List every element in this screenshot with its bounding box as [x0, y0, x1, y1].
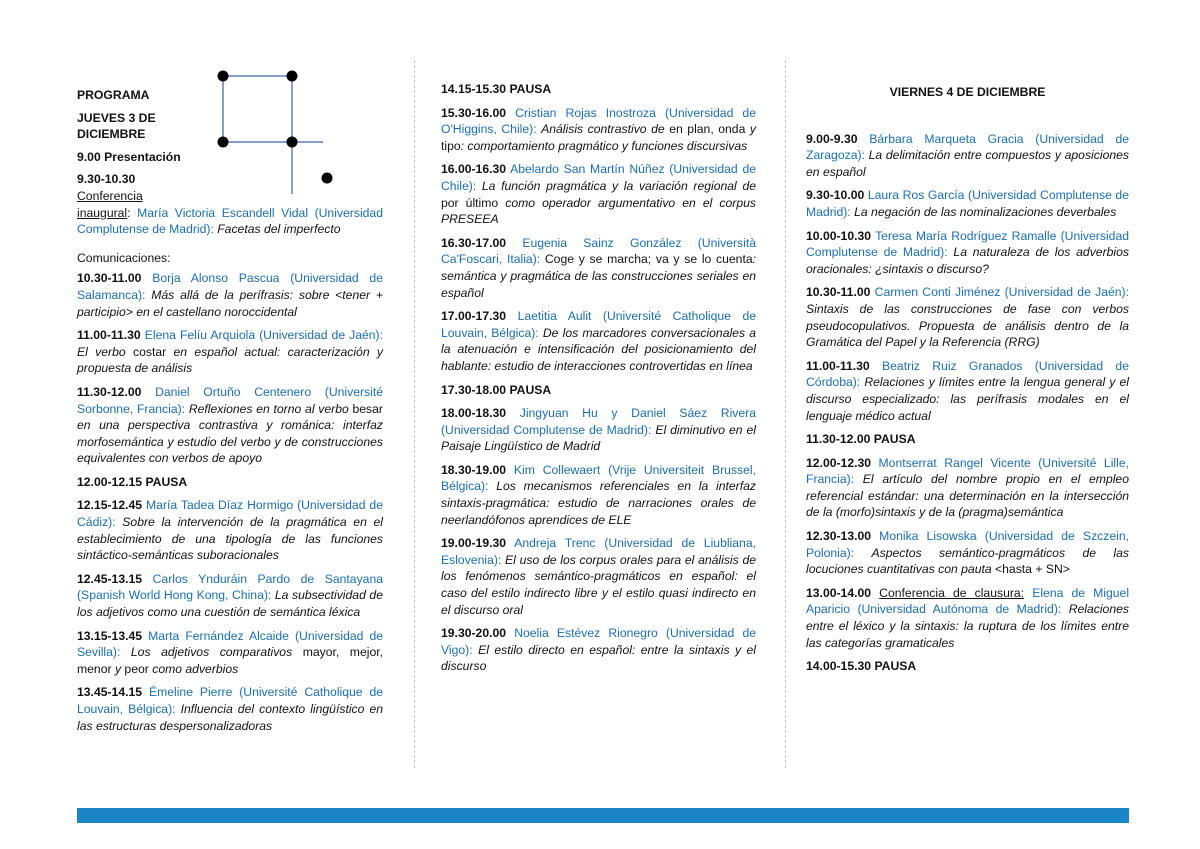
friday-column: [806, 81, 1129, 682]
program-entry: [77, 684, 383, 734]
entry-title-term: <hasta + SN>: [995, 562, 1070, 577]
entry-title-term: por último: [441, 195, 499, 210]
entry-time: 12.30-13.00: [806, 529, 872, 544]
entry-title: Los adjetivos comparativos: [130, 645, 293, 660]
entry-time: 18.30-19.00: [441, 462, 507, 477]
entry-speaker: Borja Alonso Pascua (Universidad de Salamanca):: [77, 271, 383, 302]
entry-speaker: Carlos Ynduráin Pardo de Santayana (Spanish World Hong Kong, China):: [77, 571, 383, 603]
entry-title: Análisis contrastivo de: [541, 122, 665, 137]
program-entry: [441, 405, 756, 455]
entry-speaker: Laetitia Aulit (Université Catholique de Louvain, Bélgica):: [441, 309, 757, 340]
break-row: 12.00-12.15 PAUSA: [77, 474, 188, 489]
break-row: 17.30-18.00 PAUSA: [441, 382, 552, 397]
entry-title: Relaciones entre el léxico y la sintaxis: la ruptura de los límites entre las categorías gramaticales: [806, 602, 1129, 650]
entry-time: 9.30-10.30: [77, 172, 136, 187]
entry-time: 13.15-13.45: [77, 628, 143, 643]
entry-speaker: Montserrat Rangel Vicente (Université Lille, Francia):: [806, 455, 1129, 487]
entry-title: : semántica y pragmática de las construcciones seriales en español: [441, 252, 756, 300]
entry-time: 12.00-12.30: [806, 455, 872, 470]
opening-lecture: 9.30-10.30 Conferencia inaugural: María Victoria Escandell Vidal (Universidad Complutense de Madrid): Facetas del imperfecto: [77, 172, 383, 237]
program-entry: [441, 462, 756, 528]
program-entry: [806, 528, 1129, 578]
entry-speaker: Marta Fernández Alcaide (Universidad de Sevilla):: [77, 628, 384, 660]
entry-title: Sobre la intervención de la pragmática en el establecimiento de una tipología de las funciones sintáctico-semánticas suboracionales: [77, 515, 383, 563]
entry-title: como adverbios: [152, 661, 239, 676]
entry-speaker: Jingyuan Hu y Daniel Sáez Rivera (Universidad Complutense de Madrid):: [441, 406, 756, 437]
entry-title: El uso de los corpus orales para el análisis de los fenómenos semántico-pragmáticos en español: el caso del estilo indirecto libre y el estilo quasi indirecto en el discurso oral: [441, 552, 757, 617]
program-entry: [441, 161, 756, 227]
entry-title: El artículo del nombre propio en el empleo referencial estándar: una determinación en la intersección de la (morfo)sintaxis y de la (pragma)semántica: [806, 472, 1129, 520]
day-line: DICIEMBRE: [77, 127, 146, 142]
entry-title: El estilo directo en español: entre la sintaxis y el discurso: [441, 642, 757, 674]
program-entry: [441, 535, 756, 618]
entry-speaker: Eugenia Sainz González (Università Ca'Foscari, Italia):: [441, 235, 756, 267]
entry-title: en español actual: caracterización y propuesta de análisis: [77, 344, 384, 376]
entry-title-term: Coge y se marcha; va y se lo cuenta: [544, 252, 753, 267]
entry-title: como operador argumentativo en el corpus PRESEEA: [441, 195, 756, 227]
entry-title: Los mecanismos referenciales en la interfaz sintaxis-pragmática: estudio de narraciones orales de neerlandófonos aprendices de ELE: [441, 479, 756, 527]
entry-time: 12.45-13.15: [77, 571, 143, 586]
entry-time: 18.00-18.30: [441, 406, 507, 421]
entry-title: La negación de las nominalizaciones deverbales: [854, 204, 1117, 219]
entry-title-term: en plan, onda: [669, 122, 746, 137]
entry-time: 15.30-16.00: [441, 105, 507, 120]
program-entry: [441, 308, 756, 374]
presentation-time: 9.00 Presentación: [77, 149, 181, 164]
entry-time: 11.00-11.30: [77, 328, 141, 343]
entry-speaker: Noelia Estévez Rionegro (Universidad de Vigo):: [441, 626, 756, 657]
day-line: JUEVES 3 DE: [77, 110, 156, 125]
program-entry: [441, 105, 756, 155]
entry-speaker: Elena de Miguel Aparicio (Universidad Autónoma de Madrid):: [806, 585, 1130, 617]
program-entry: [77, 327, 383, 377]
entry-speaker: María Tadea Díaz Hormigo (Universidad de Cádiz):: [77, 498, 383, 530]
thursday-column: [77, 87, 383, 741]
column-divider: [785, 60, 786, 768]
entry-speaker: Cristian Rojas Inostroza (Universidad de O'Higgins, Chile):: [441, 105, 756, 137]
entry-title-term: peor: [124, 661, 149, 676]
logo-dot: [287, 71, 298, 82]
entry-title: La función pragmática y la variación regional de: [481, 178, 756, 193]
section-label: Comunicaciones:: [77, 250, 171, 265]
entry-title: El verbo: [77, 344, 126, 359]
entry-speaker: Abelardo San Martín Núñez (Universidad de Chile):: [441, 162, 756, 193]
program-title: PROGRAMA: [77, 88, 150, 102]
entry-time: 17.00-17.30: [441, 309, 507, 324]
entry-title: y: [114, 661, 122, 676]
entry-title: La delimitación entre compuestos y aposiciones en español: [806, 148, 1129, 179]
entry-title: El diminutivo en el Paisaje Lingüístico de Madrid: [441, 422, 756, 454]
entry-time: 12.15-12.45: [77, 498, 143, 513]
entry-title: La subsectividad de los adjetivos como una cuestión de semántica léxica: [77, 588, 383, 620]
thursday-afternoon-column: [441, 81, 756, 682]
program-entry: [77, 497, 383, 563]
entry-title: Reflexiones en torno al verbo: [188, 401, 349, 416]
program-entry: [806, 358, 1129, 424]
entry-speaker: Laura Ros García (Universidad Complutense de Madrid):: [806, 188, 1129, 219]
entry-title: Relaciones y límites entre la lengua general y el discurso especializado: las perífrasis modales en el lenguaje médico actual: [806, 375, 1129, 423]
entry-time: 16.30-17.00: [441, 235, 507, 250]
entry-speaker: Elena Felíu Arquiola (Universidad de Jaén):: [144, 328, 383, 343]
entry-title: : comportamiento pragmático y funciones discursivas: [460, 138, 748, 153]
column-divider: [414, 60, 415, 768]
entry-title: De los marcadores conversacionales a la atenuación e intensificación del posicionamiento del hablante: estudio de interacciones controvertidas en línea: [441, 325, 757, 373]
program-entry: [77, 384, 383, 467]
entry-time: 11.00-11.30: [806, 358, 870, 373]
program-entry: [77, 270, 383, 320]
lecture-label: Conferencia: [77, 188, 143, 203]
program-entry: [806, 284, 1129, 350]
program-entry: [441, 235, 756, 301]
entry-title: Más allá de la perífrasis: sobre <tener + participio> en el castellano noroccidental: [77, 287, 384, 319]
entry-title-term: mayor, mejor, menor: [77, 645, 383, 676]
entry-speaker: Beatriz Ruiz Granados (Universidad de Córdoba):: [806, 358, 1129, 390]
closing-lecture: [806, 585, 1129, 651]
entry-title: Influencia del contexto lingüístico en las estructuras despersonalizadoras: [77, 702, 384, 733]
program-entry: [441, 625, 756, 675]
entry-speaker: Andreja Trenc (Universidad de Liubliana, Eslovenia):: [441, 536, 756, 567]
entry-time: 19.00-19.30: [441, 536, 507, 551]
entry-time: 13.00-14.00: [806, 585, 872, 600]
lecture-label: inaugural: [77, 205, 128, 220]
break-row: 14.00-15.30 PAUSA: [806, 659, 917, 674]
footer-bar: [77, 808, 1129, 823]
lecture-label: Conferencia de clausura:: [879, 585, 1025, 600]
entry-speaker: Daniel Ortuño Centenero (Université Sorbonne, Francia):: [77, 384, 384, 416]
program-entry: [806, 228, 1129, 278]
entry-time: 10.30-11.00: [77, 271, 142, 286]
entry-title: Facetas del imperfecto: [217, 222, 341, 237]
entry-title-term: tipo: [441, 138, 461, 153]
entry-speaker: Bárbara Marqueta Gracia (Universidad de Zaragoza):: [806, 131, 1129, 163]
entry-speaker: Carmen Conti Jiménez (Universidad de Jaén):: [874, 285, 1129, 300]
program-entry: [806, 131, 1129, 181]
entry-speaker: Teresa María Rodríguez Ramalle (Universidad Complutense de Madrid):: [806, 228, 1129, 260]
program-entry: [77, 571, 383, 621]
program-entry: [806, 455, 1129, 521]
program-entry: [806, 187, 1129, 220]
entry-time: 9.00-9.30: [806, 131, 858, 146]
entry-speaker: María Victoria Escandell Vidal (Universidad Complutense de Madrid):: [77, 205, 383, 237]
program-entry: [77, 628, 383, 678]
entry-time: 11.30-12.00: [77, 384, 142, 399]
entry-time: 10.00-10.30: [806, 228, 872, 243]
entry-title-term: costar: [132, 344, 167, 359]
entry-title: y: [749, 122, 756, 137]
logo-dot: [218, 71, 229, 82]
break-row: 11.30-12.00 PAUSA: [806, 432, 916, 447]
entry-time: 10.30-11.00: [806, 285, 871, 300]
entry-title: Sintaxis de las construcciones de fase con verbos pseudocopulativos. Propuesta de análisis dentro de la Gramática del Papel y la Referencia (RRG): [806, 301, 1129, 350]
entry-speaker: Émeline Pierre (Université Catholique de Louvain, Bélgica):: [77, 685, 384, 716]
entry-speaker: Monika Lisowska (Universidad de Szczein, Polonia):: [806, 529, 1129, 560]
entry-time: 13.45-14.15: [77, 685, 143, 700]
break-row: 14.15-15.30 PAUSA: [441, 82, 552, 96]
day-heading: [77, 110, 383, 143]
entry-time: 19.30-20.00: [441, 626, 507, 641]
entry-speaker: Kim Collewaert (Vrije Universiteit Brussel, Bélgica):: [441, 462, 757, 494]
entry-time: 16.00-16.30: [441, 162, 507, 177]
entry-title: La naturaleza de los adverbios oracionales: ¿sintaxis o discurso?: [806, 245, 1129, 276]
entry-title-term: besar: [352, 401, 383, 416]
entry-time: 9.30-10.00: [806, 188, 865, 203]
day-heading: VIERNES 4 DE DICIEMBRE: [889, 85, 1046, 99]
entry-title: Aspectos semántico-pragmáticos de las locuciones cuantitativas con pauta: [806, 545, 1129, 577]
entry-title: en una perspectiva contrastiva y románica: interfaz morfosemántica y estudio del verbo y de construcciones equivalentes con verbos de apoyo: [77, 418, 383, 466]
